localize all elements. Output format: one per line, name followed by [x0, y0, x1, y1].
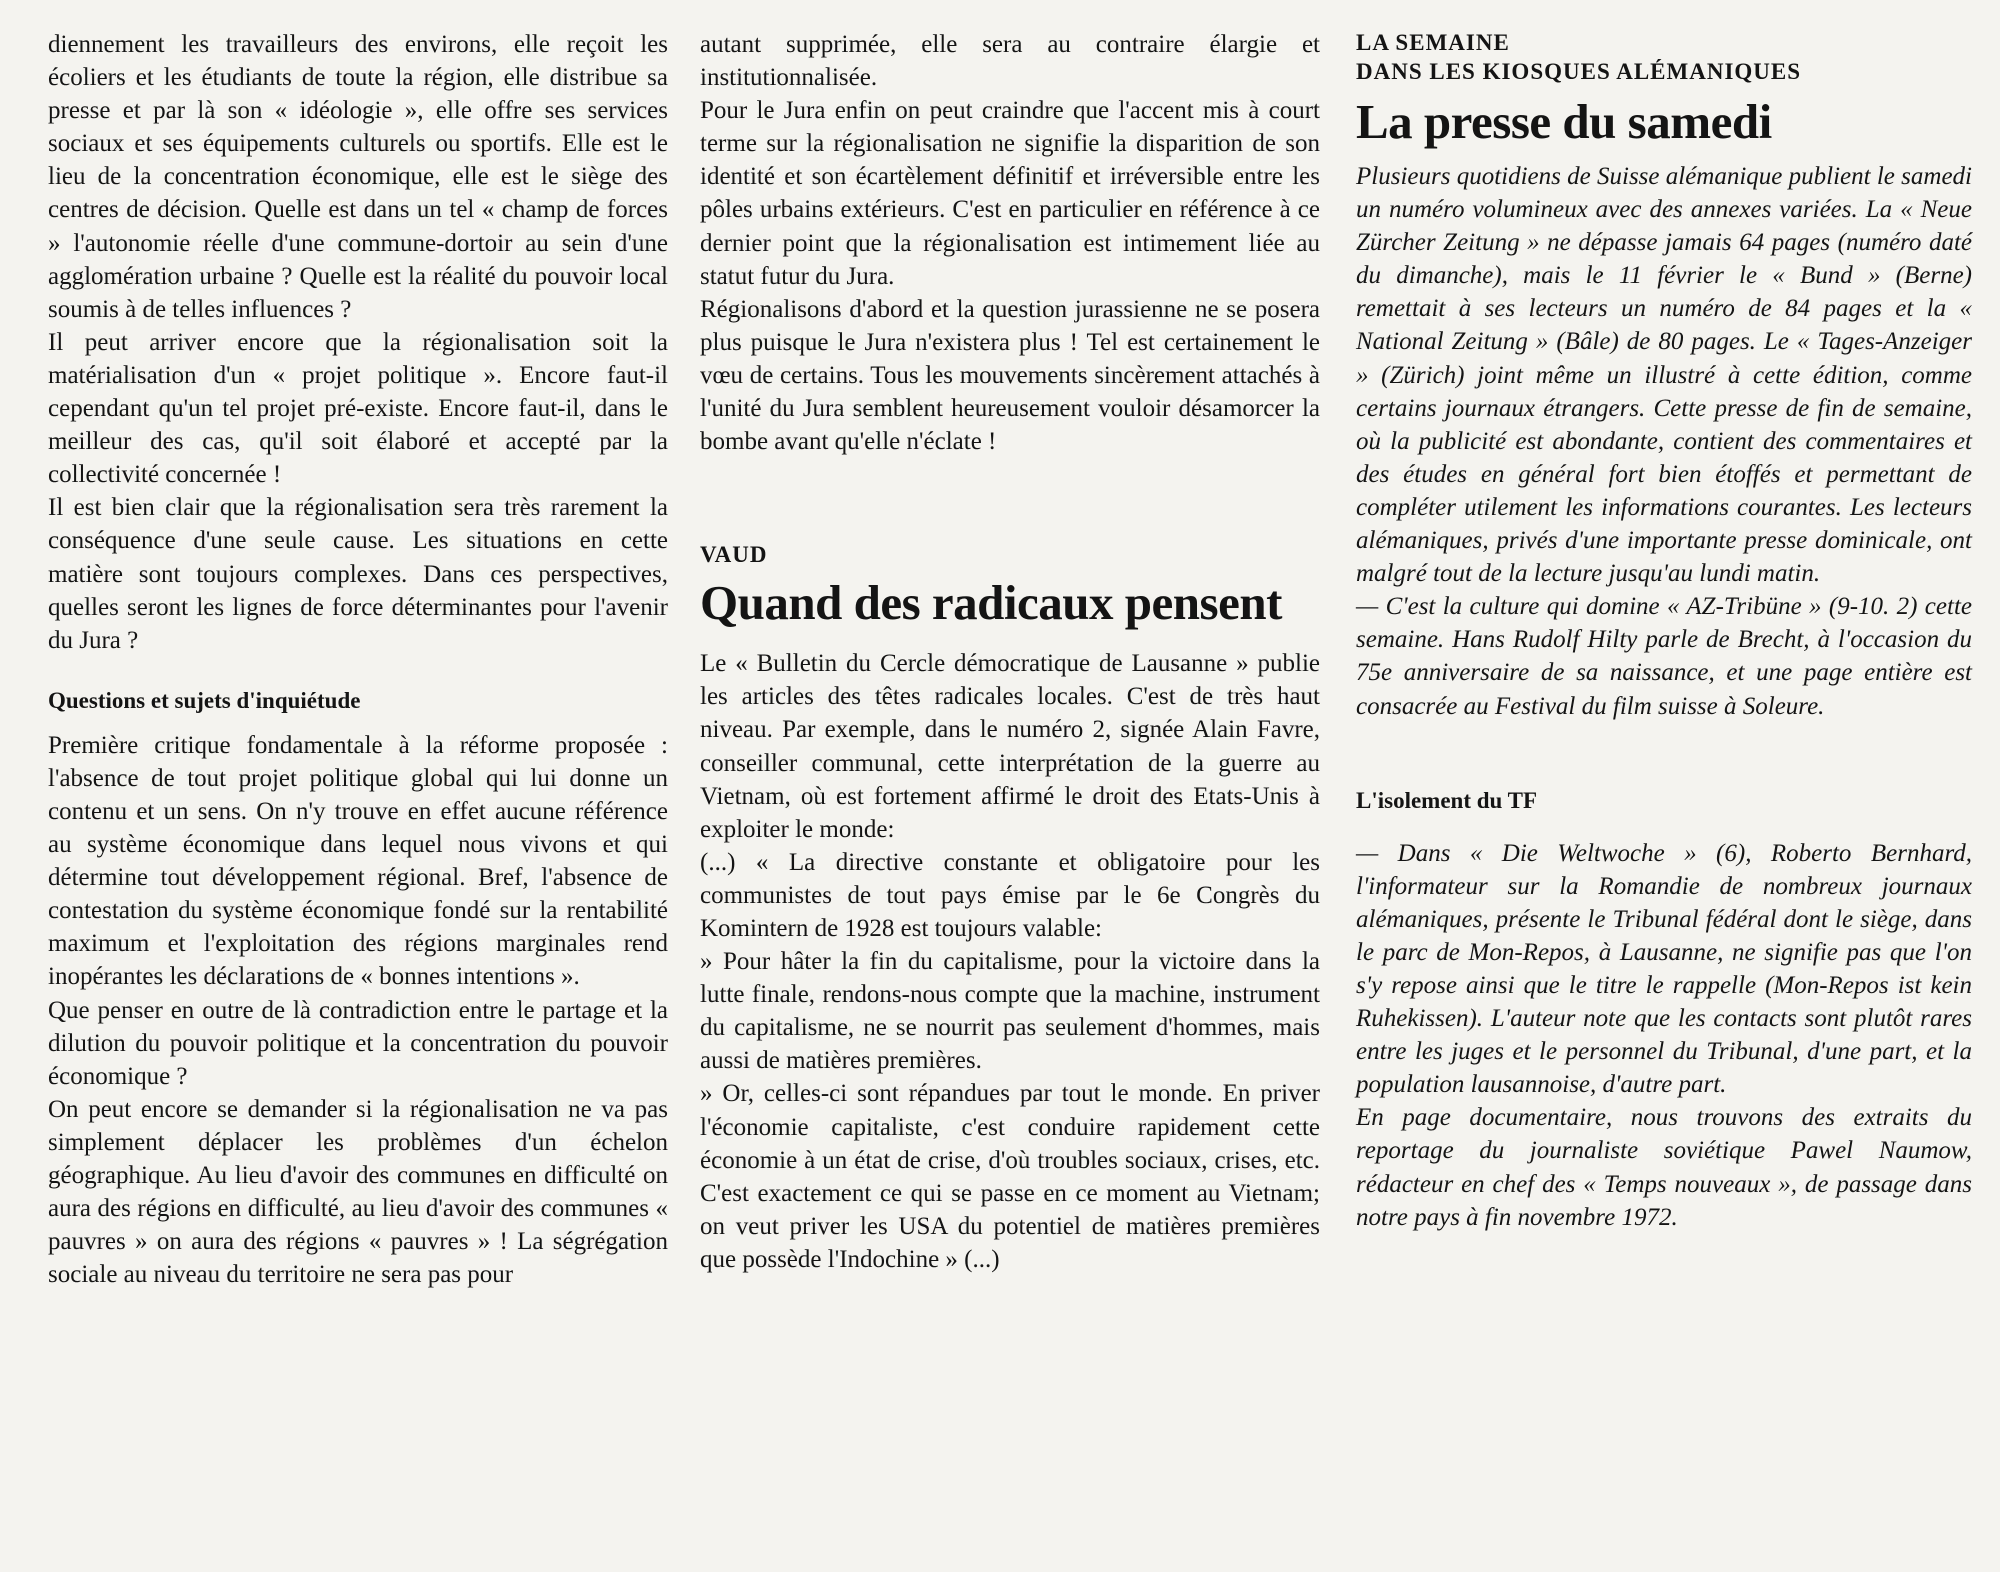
paragraph: — Dans « Die Weltwoche » (6), Roberto Bernhard, l'informateur sur la Romandie de nombreux journaux alémaniques, présente le Tribunal fédéral dont le siège, dans le parc de Mon-Repos, à Lausanne, ne signifie pas que l'on s'y repose ainsi que le titre le rappelle (Mon-Repos ist kein Ruhekissen). L'auteur note que les contacts sont plutôt rares entre les juges et le personnel du Tribunal, d'une part, et la population lausannoise, d'autre part.: [1356, 839, 1972, 1099]
paragraph: Il est bien clair que la régionalisation sera très rarement la conséquence d'une seule cause. Les situations en cette matière sont toujours complexes. Dans ces perspectives, quelles seront les lignes de force déterminantes pour l'avenir du Jura ?: [48, 494, 668, 654]
paragraph: On peut encore se demander si la régionalisation ne va pas simplement déplacer les problèmes d'un échelon géographique. Au lieu d'avoir des communes en difficulté on aura des régions en difficulté, au lieu d'avoir des communes « pauvres » on aura des régions « pauvres » ! La ségrégation sociale au niveau du territoire ne sera pas pour: [48, 1095, 668, 1289]
paragraph: » Or, celles-ci sont répandues par tout le monde. En priver l'économie capitaliste, c'est conduire rapidement cette économie à un état de crise, d'où troubles sociaux, crises, etc. C'est exactement ce qui se passe en ce moment au Vietnam; on veut priver les USA du potentiel de matières premières que possède l'Indochine » (...): [700, 1080, 1320, 1273]
paragraph: Pour le Jura enfin on peut craindre que l'accent mis à court terme sur la régionalisation ne signifie la disparition de son identité et son écartèlement définitif et irréversible entre les pôles urbains extérieurs. C'est en particulier en référence à ce dernier point que la régionalisation est intimement liée au statut futur du Jura.: [700, 97, 1320, 290]
section-kicker-line2: DANS LES KIOSQUES ALÉMANIQUES: [1356, 59, 1802, 84]
section-subhead: Questions et sujets d'inquiétude: [48, 687, 361, 713]
article-headline: Quand des radicaux pensent: [700, 575, 1282, 631]
column-vaud: [700, 28, 1320, 1276]
italic-body: [1356, 160, 1972, 723]
paragraph: Il peut arriver encore que la régionalisation soit la matérialisation d'un « projet politique ». Encore faut-il cependant qu'un tel projet pré-existe. Encore faut-il, dans le meilleur des cas, qu'il soit élaboré et accepté par la collectivité concernée !: [48, 328, 668, 489]
article-kicker: VAUD: [700, 542, 768, 568]
paragraph: Le « Bulletin du Cercle démocratique de Lausanne » publie les articles des têtes radicales locales. C'est de très haut niveau. Par exemple, dans le numéro 2, signée Alain Favre, conseiller communal, cette interprétation de la guerre au Vietnam, où est fortement affirmé le droit des Etats-Unis à exploiter le monde:: [700, 650, 1320, 843]
paragraph: Régionalisons d'abord et la question jurassienne ne se posera plus puisque le Jura n'existera plus ! Tel est certainement le vœu de certains. Tous les mouvements sincèrement attachés à l'unité du Jura semblent heureusement vouloir désamorcer la bombe avant qu'elle n'éclate !: [700, 295, 1320, 456]
paragraph: diennement les travailleurs des environs, elle reçoit les écoliers et les étudiants de toute la région, elle distribue sa presse et par là son « idéologie », elle offre ses services sociaux et ses équipements culturels ou sportifs. Elle est le lieu de la concentration économique, elle est le siège des centres de décision. Quelle est dans un tel « champ de forces » l'autonomie réelle d'une commune-dortoir au sein d'une agglomération urbaine ? Quelle est la réalité du pouvoir local soumis à de telles influences ?: [48, 31, 668, 323]
column-regionalisation: [48, 28, 668, 1291]
paragraph: En page documentaire, nous trouvons des extraits du reportage du journaliste soviétique Pawel Naumow, rédacteur en chef des « Temps nouveaux », de passage dans notre pays à fin novembre 1972.: [1356, 1104, 1972, 1231]
column-presse-samedi: [1356, 28, 1972, 1234]
paragraph: — C'est la culture qui domine « AZ-Tribüne » (9-10. 2) cette semaine. Hans Rudolf Hilty parle de Brecht, à l'occasion du 75e anniversaire de sa naissance, et une page entière est consacrée au Festival du film suisse à Soleure.: [1356, 593, 1972, 720]
paragraph: (...) « La directive constante et obligatoire pour les communistes de tout pays émise par le 6e Congrès du Komintern de 1928 est toujours valable:: [700, 848, 1320, 942]
paragraph: autant supprimée, elle sera au contraire élargie et institutionnalisée.: [700, 31, 1320, 92]
article-headline: La presse du samedi: [1356, 94, 1772, 149]
section-subhead: L'isolement du TF: [1356, 787, 1538, 813]
paragraph: Que penser en outre de là contradiction entre le partage et la dilution du pouvoir politique et la concentration du pouvoir économique ?: [48, 996, 668, 1090]
paragraph: Plusieurs quotidiens de Suisse alémanique publient le samedi un numéro volumineux avec des annexes variées. La « Neue Zürcher Zeitung » ne dépasse jamais 64 pages (numéro daté du dimanche), mais le 11 février le « Bund » (Berne) remettait à ses lecteurs un numéro de 84 pages et la « National Zeitung » (Bâle) de 80 pages. Le « Tages-Anzeiger » (Zürich) joint même un illustré à cette édition, comme certains journaux étrangers. Cette presse de fin de semaine, où la publicité est abondante, contient des commentaires et des études en général fort bien étoffés et permettant de compléter utilement les informations courantes. Les lecteurs alémaniques, privés d'une importante presse dominicale, ont malgré tout de la lecture jusqu'au lundi matin.: [1356, 163, 1972, 588]
paragraph: Première critique fondamentale à la réforme proposée : l'absence de tout projet politique global qui lui donne un contenu et un sens. On n'y trouve en effet aucune référence au système économique dans lequel nous vivons et qui détermine tout développement régional. Bref, l'absence de contestation du système économique fondé sur la rentabilité maximum et l'exploitation des régions marginales rend inopérantes les déclarations de « bonnes intentions ».: [48, 731, 668, 991]
italic-body: [1356, 837, 1972, 1234]
section-kicker-line1: LA SEMAINE: [1356, 30, 1510, 55]
paragraph: » Pour hâter la fin du capitalisme, pour la victoire dans la lutte finale, rendons-nous compte que la machine, instrument du capitalisme, ne se nourrit pas seulement d'hommes, mais aussi de matières premières.: [700, 948, 1320, 1075]
